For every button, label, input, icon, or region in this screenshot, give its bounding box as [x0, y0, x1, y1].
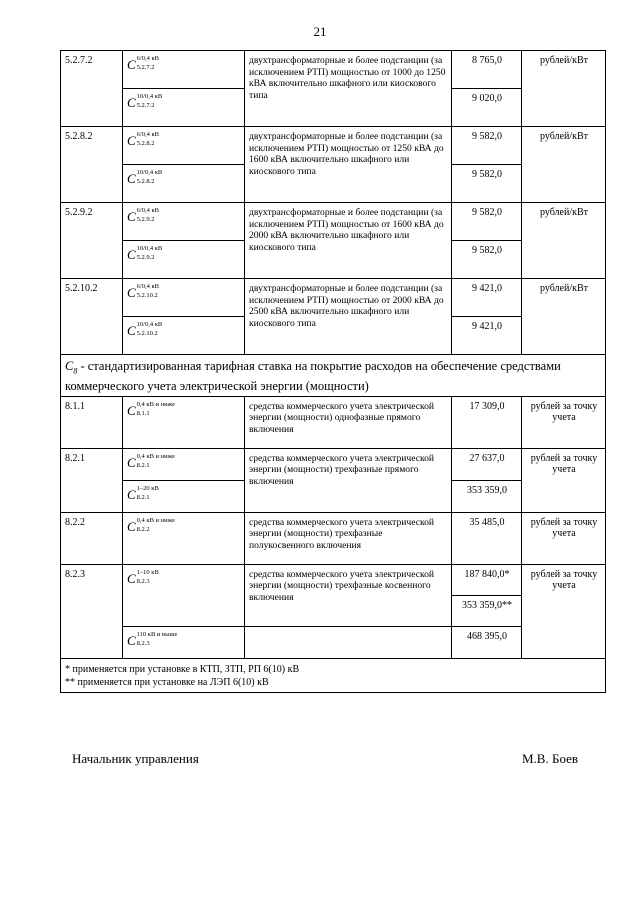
row-value: 468 395,0: [452, 626, 522, 658]
row-code: 8.1.1: [61, 396, 123, 448]
row-unit: рублей за точку учета: [522, 512, 606, 564]
tariff-table-section: [61, 355, 606, 397]
tariff-table: [60, 50, 606, 693]
tariff-symbol: C 0,4 кВ и ниже 8.2.1: [123, 448, 245, 480]
page-number: 21: [313, 24, 327, 39]
tariff-symbol: C 6/0,4 кВ 5.2.7.2: [123, 51, 245, 89]
row-value: 353 359,0**: [452, 595, 522, 626]
tariff-symbol: C 6/0,4 кВ 5.2.9.2: [123, 203, 245, 241]
row-value: 9 582,0: [452, 203, 522, 241]
row-code: 5.2.9.2: [61, 203, 123, 279]
row-code: 8.2.3: [61, 564, 123, 658]
row-description: средства коммерческого учета электрической энергии (мощности) трехфазные прямого включения: [245, 448, 452, 512]
row-value: 9 421,0: [452, 317, 522, 355]
signature-title: Начальник управления: [72, 751, 199, 766]
row-unit: рублей/кВт: [522, 279, 606, 355]
table-row: [61, 127, 606, 165]
row-description: двухтрансформаторные и более подстанции (за исключением РТП) мощностью от 1250 кВА до 1600 кВА включительно шкафного или киоскового типа: [245, 127, 452, 203]
tariff-table-body-8-2-3: [61, 564, 606, 658]
row-value: 8 765,0: [452, 51, 522, 89]
tariff-symbol: C 6/0,4 кВ 5.2.10.2: [123, 279, 245, 317]
row-unit: рублей за точку учета: [522, 396, 606, 448]
row-value: 27 637,0: [452, 448, 522, 480]
footnote: * применяется при установке в КТП, ЗТП, РП 6(10) кВ: [65, 663, 300, 675]
row-description: двухтрансформаторные и более подстанции (за исключением РТП) мощностью от 2000 кВА до 2500 кВА включительно шкафного или киоскового типа: [245, 279, 452, 355]
row-unit: рублей/кВт: [522, 51, 606, 127]
footnote: ** применяется при установке на ЛЭП 6(10) кВ: [65, 676, 269, 688]
tariff-symbol: C 0,4 кВ и ниже 8.1.1: [123, 396, 245, 448]
row-description: двухтрансформаторные и более подстанции (за исключением РТП) мощностью от 1000 до 1250 кВА включительно шкафного или киоскового типа: [245, 51, 452, 127]
row-unit: рублей за точку учета: [522, 564, 606, 658]
row-code: 8.2.2: [61, 512, 123, 564]
row-description: средства коммерческого учета электрической энергии (мощности) трехфазные полукосвенного включения: [245, 512, 452, 564]
row-value: 9 582,0: [452, 165, 522, 203]
row-value: 17 309,0: [452, 396, 522, 448]
tariff-symbol: C 10/0,4 кВ 5.2.9.2: [123, 241, 245, 279]
row-description: двухтрансформаторные и более подстанции (за исключением РТП) мощностью от 1600 кВА до 2000 кВА включительно шкафного или киоскового типа: [245, 203, 452, 279]
tariff-symbol: C 10/0,4 кВ 5.2.7.2: [123, 89, 245, 127]
tariff-table-notes: [61, 658, 606, 692]
row-description: средства коммерческого учета электрической энергии (мощности) однофазные прямого включения: [245, 396, 452, 448]
row-unit: рублей/кВт: [522, 203, 606, 279]
row-value: 9 582,0: [452, 127, 522, 165]
table-row: [61, 279, 606, 317]
section-text: - стандартизированная тарифная ставка на покрытие расходов на обеспечение средствами коммерческого учета электрической энергии (мощности): [65, 359, 561, 393]
row-code: 5.2.10.2: [61, 279, 123, 355]
row-code: 5.2.8.2: [61, 127, 123, 203]
table-row: [61, 512, 606, 564]
table-row: [61, 203, 606, 241]
row-value: 187 840,0*: [452, 564, 522, 595]
table-row: [61, 51, 606, 89]
tariff-table-body-metering: [61, 396, 606, 564]
row-value: 9 421,0: [452, 279, 522, 317]
tariff-symbol: C 1–10 кВ 8.2.3: [123, 564, 245, 626]
tariff-symbol: C 10/0,4 кВ 5.2.8.2: [123, 165, 245, 203]
row-code: 8.2.1: [61, 448, 123, 512]
row-value: 353 359,0: [452, 480, 522, 512]
footnotes: [61, 658, 606, 692]
row-unit: рублей/кВт: [522, 127, 606, 203]
empty-description-cell: [245, 626, 452, 658]
signature-name: М.В. Боев: [522, 751, 579, 766]
row-value: 9 020,0: [452, 89, 522, 127]
section-heading-c8: [61, 355, 606, 397]
tariff-symbol: C 110 кВ и выше 8.2.3: [123, 626, 245, 658]
section-symbol: $C_8$: [65, 359, 78, 376]
tariff-symbol: C 10/0,4 кВ 5.2.10.2: [123, 317, 245, 355]
row-code: 5.2.7.2: [61, 51, 123, 127]
tariff-symbol: C 0,4 кВ и ниже 8.2.2: [123, 512, 245, 564]
tariff-symbol: C 6/0,4 кВ 5.2.8.2: [123, 127, 245, 165]
tariff-table-body-transformer: [61, 51, 606, 355]
row-value: 9 582,0: [452, 241, 522, 279]
row-unit: рублей за точку учета: [522, 448, 606, 512]
row-value: 35 485,0: [452, 512, 522, 564]
table-row: [61, 396, 606, 448]
tariff-symbol: C 1–20 кВ 8.2.1: [123, 480, 245, 512]
table-row: [61, 448, 606, 480]
row-description: средства коммерческого учета электрической энергии (мощности) трехфазные косвенного включения: [245, 564, 452, 626]
